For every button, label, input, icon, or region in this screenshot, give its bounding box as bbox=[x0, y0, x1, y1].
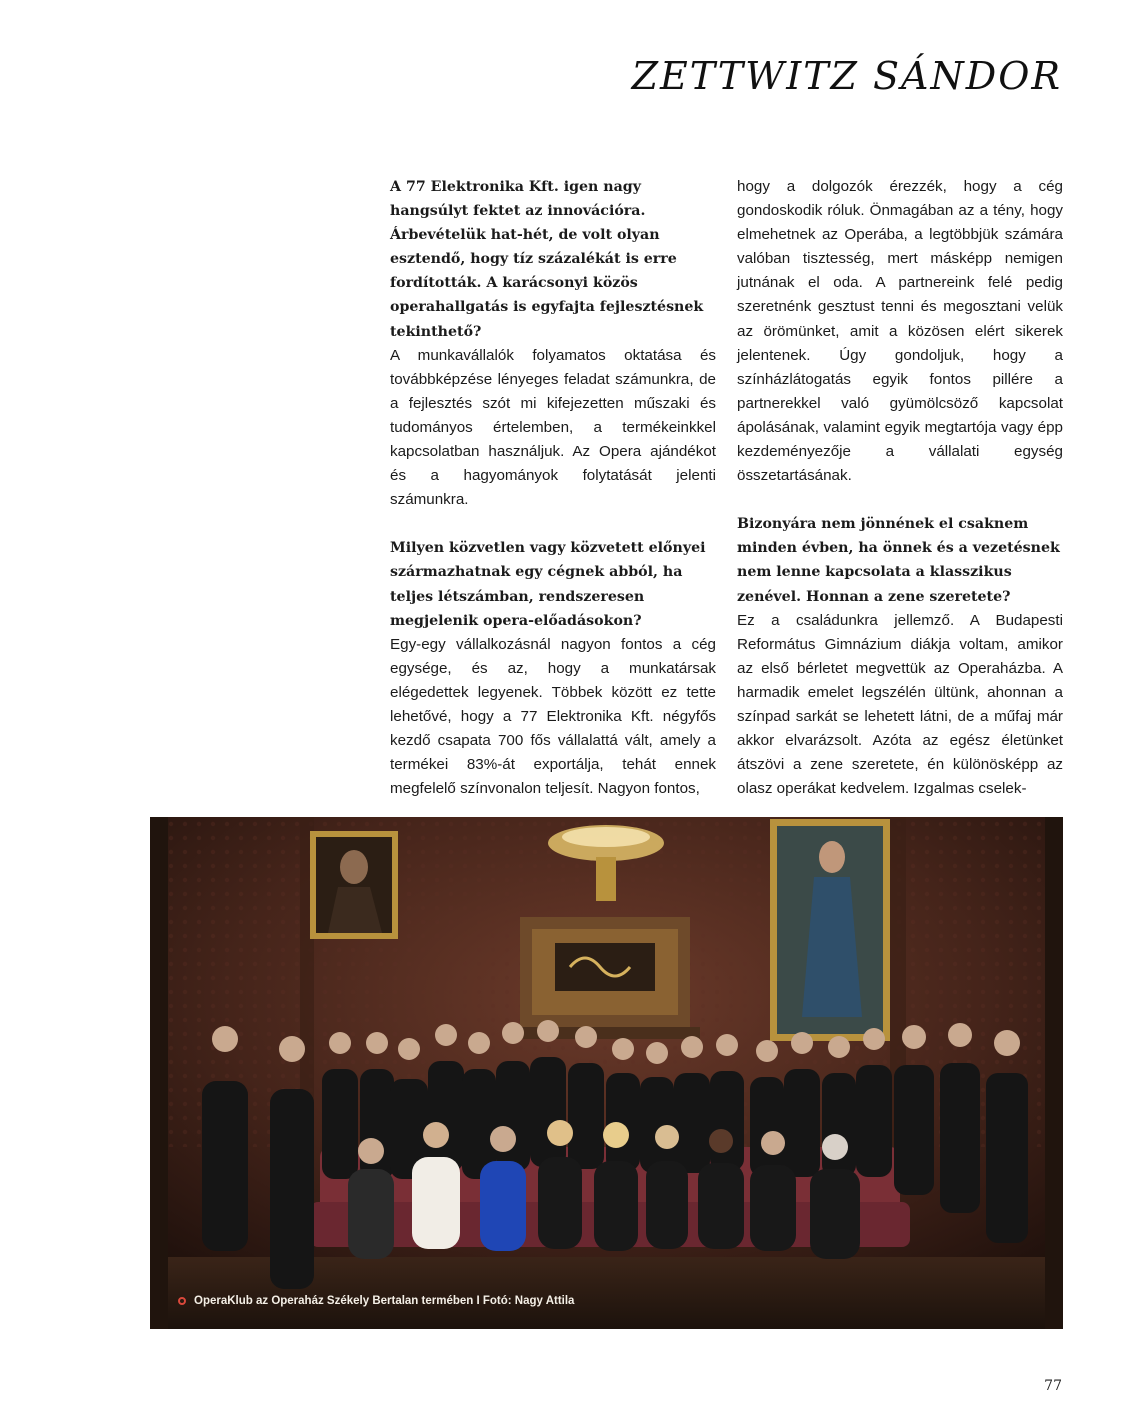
interview-answer: A munkavállalók folyamatos oktatása és továbbképzése lényeges feladat számunkra, de a fejlesztés szót mi kifejezetten műszaki és tudományos értelemben, a termékeinkkel kapcsolatban használjuk. Az Opera ajándékot és a hagyományok folytatását jelenti számunkra. bbox=[390, 346, 716, 509]
text-column-left bbox=[390, 175, 716, 801]
group-photo-illustration bbox=[150, 817, 1063, 1329]
text-column-right bbox=[737, 175, 1063, 801]
interview-answer: hogy a dolgozók érezzék, hogy a cég gondoskodik róluk. Önmagában az a tény, hogy elmehetnek az Operába, a legtöbbjük számára valóban tisztesség, mert másképp nemigen jutnának el oda. A partnereink felé pedig szeretnénk gesztust tenni és megosztani velük az örömünket, amit a közösen elért sikerek jelentenek. Úgy gondoljuk, hogy a színházlátogatás egyik fontos pillére a partnerekkel való gyümölcsöző kapcsolat ápolásának, valamint egyik megtartója vagy épp kezdeményezője a vállalati egység összetartásának. bbox=[737, 178, 1063, 485]
interview-question: A 77 Elektronika Kft. igen nagy hangsúlyt fektet az innovációra. Árbevételük hat-hét, de volt olyan esztendő, hogy tíz százalékát is erre fordították. A karácsonyi közös operahallgatás is egyfajta fejlesztésnek tekinthető? bbox=[390, 179, 704, 340]
page-number: 77 bbox=[1044, 1378, 1062, 1394]
caption-circle-icon bbox=[178, 1297, 186, 1305]
group-photo bbox=[150, 817, 1063, 1329]
article-title: ZETTWITZ SÁNDOR bbox=[631, 54, 1062, 98]
interview-question: Bizonyára nem jönnének el csaknem minden évben, ha önnek és a vezetésnek nem lenne kapcsolata a klasszikus zenével. Honnan a zene szeretete? bbox=[737, 516, 1060, 605]
interview-answer: Egy-egy vállalkozásnál nagyon fontos a cég egysége, és az, hogy a munkatársak elégedettek legyenek. Többek között ez tette lehetővé, hogy a 77 Elektronika Kft. négyfős kezdő csapata 700 fős vállalattá vált, amely a termékei 83%-át exportálja, tehát ennek megfelelő színvonalon teljesít. Nagyon fontos, bbox=[390, 635, 716, 798]
photo-caption bbox=[178, 1295, 574, 1307]
paragraph-gap bbox=[737, 488, 1063, 512]
interview-question: Milyen közvetlen vagy közvetett előnyei származhatnak egy cégnek abból, ha teljes létszámban, rendszeresen megjelenik opera-előadásokon? bbox=[390, 540, 706, 629]
photo-caption-text: OperaKlub az Operaház Székely Bertalan termében I Fotó: Nagy Attila bbox=[194, 1295, 575, 1307]
interview-answer: Ez a családunkra jellemző. A Budapesti Református Gimnázium diákja voltam, amikor az első bérletet megvettük az Operaházba. A harmadik emelet legszélén ültünk, ahonnan a színpad sarkát se lehetett látni, de a műfaj már akkor elvarázsolt. Azóta az egész életünket átszövi a zene szeretete, én különösképp az olasz operákat kedvelem. Izgalmas cselek- bbox=[737, 611, 1063, 798]
paragraph-gap bbox=[390, 512, 716, 536]
